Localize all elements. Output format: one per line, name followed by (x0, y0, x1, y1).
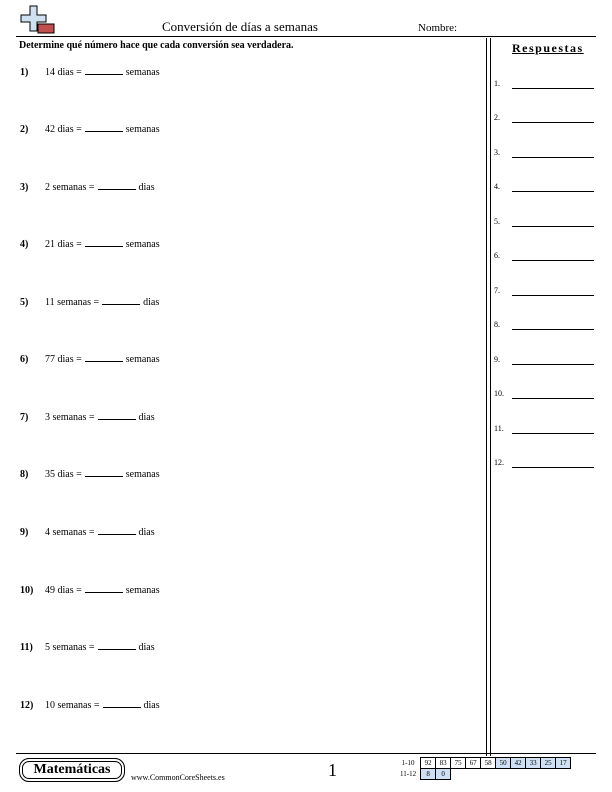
problem-unit: semanas (125, 354, 160, 365)
score-cell: 17 (556, 758, 571, 769)
answer-label-8: 8. (494, 320, 500, 329)
score-row-label: 11-12 (400, 770, 417, 778)
answer-line-11[interactable] (512, 433, 594, 434)
answer-blank[interactable] (85, 65, 123, 75)
problem-3 (20, 180, 155, 193)
problem-left-expression: 10 semanas = (45, 700, 100, 711)
problem-2 (20, 122, 160, 135)
problem-8 (20, 467, 160, 480)
answer-line-5[interactable] (512, 226, 594, 227)
problem-number: 7) (20, 412, 29, 423)
answer-line-2[interactable] (512, 122, 594, 123)
answer-label-6: 6. (494, 251, 500, 260)
answer-blank[interactable] (98, 525, 136, 535)
answer-line-10[interactable] (512, 398, 594, 399)
answer-blank[interactable] (85, 122, 123, 132)
header-rule (16, 36, 596, 37)
answer-label-10: 10. (494, 389, 504, 398)
footer-rule (16, 753, 596, 754)
answer-blank[interactable] (85, 237, 123, 247)
problem-12 (20, 698, 160, 711)
problem-unit: dias (138, 412, 155, 423)
answer-blank[interactable] (102, 295, 140, 305)
problem-number: 5) (20, 297, 29, 308)
problem-left-expression: 77 dias = (45, 354, 82, 365)
answer-line-7[interactable] (512, 295, 594, 296)
score-cell: 92 (421, 758, 436, 769)
problem-unit: dias (138, 182, 155, 193)
problem-unit: semanas (125, 469, 160, 480)
problem-unit: semanas (125, 585, 160, 596)
answer-blank[interactable] (98, 180, 136, 190)
problem-number: 12) (20, 700, 34, 711)
problem-unit: semanas (125, 124, 160, 135)
problem-7 (20, 410, 155, 423)
problem-number: 11) (20, 642, 33, 653)
problem-left-expression: 11 semanas = (45, 297, 100, 308)
problem-10 (20, 583, 160, 596)
answer-blank[interactable] (85, 467, 123, 477)
problem-unit: semanas (125, 67, 160, 78)
page-title: Conversión de días a semanas (162, 19, 318, 34)
problem-left-expression: 4 semanas = (45, 527, 95, 538)
answer-blank[interactable] (98, 410, 136, 420)
problem-9 (20, 525, 155, 538)
problem-left-expression: 14 dias = (45, 67, 82, 78)
problem-number: 4) (20, 239, 29, 250)
score-cell: 58 (481, 758, 496, 769)
column-divider-left (486, 38, 487, 756)
problem-number: 10) (20, 585, 34, 596)
problem-unit: dias (138, 642, 155, 653)
problem-number: 1) (20, 67, 29, 78)
problem-6 (20, 352, 160, 365)
answers-title: Respuestas (512, 41, 584, 55)
answer-label-2: 2. (494, 113, 500, 122)
page-number: 1 (328, 760, 337, 780)
answer-label-12: 12. (494, 458, 504, 467)
answer-label-4: 4. (494, 182, 500, 191)
problem-left-expression: 35 dias = (45, 469, 82, 480)
plus-logo-icon (18, 4, 56, 36)
answer-label-11: 11. (494, 424, 504, 433)
answer-line-1[interactable] (512, 88, 594, 89)
problem-left-expression: 3 semanas = (45, 412, 95, 423)
problem-number: 2) (20, 124, 29, 135)
score-cell: 83 (436, 758, 451, 769)
score-row (398, 769, 571, 780)
problem-unit: dias (143, 700, 160, 711)
problem-left-expression: 2 semanas = (45, 182, 95, 193)
problem-number: 9) (20, 527, 29, 538)
score-cell: 67 (466, 758, 481, 769)
problem-unit: semanas (125, 239, 160, 250)
score-cell: 50 (496, 758, 511, 769)
instructions: Determine qué número hace que cada conversión sea verdadera. (19, 40, 294, 51)
answer-label-9: 9. (494, 355, 500, 364)
answer-line-12[interactable] (512, 467, 594, 468)
column-divider-right (490, 38, 491, 756)
problem-unit: dias (138, 527, 155, 538)
answer-blank[interactable] (85, 352, 123, 362)
answer-line-4[interactable] (512, 191, 594, 192)
problem-number: 8) (20, 469, 29, 480)
problem-number: 6) (20, 354, 29, 365)
problem-left-expression: 21 dias = (45, 239, 82, 250)
problem-left-expression: 49 dias = (45, 585, 82, 596)
problem-11 (20, 640, 155, 653)
score-cell: 33 (526, 758, 541, 769)
answer-line-8[interactable] (512, 329, 594, 330)
problem-unit: dias (143, 297, 160, 308)
score-table (398, 757, 571, 780)
brand-badge: Matemáticas (19, 758, 125, 782)
problem-left-expression: 42 dias = (45, 124, 82, 135)
problem-5 (20, 295, 159, 308)
score-row (398, 758, 571, 769)
answer-line-6[interactable] (512, 260, 594, 261)
site-url: www.CommonCoreSheets.es (131, 773, 225, 782)
score-cell: 25 (541, 758, 556, 769)
problem-4 (20, 237, 160, 250)
problem-left-expression: 5 semanas = (45, 642, 95, 653)
answer-label-3: 3. (494, 148, 500, 157)
answer-line-9[interactable] (512, 364, 594, 365)
answer-label-1: 1. (494, 79, 500, 88)
answer-line-3[interactable] (512, 157, 594, 158)
score-cell: 8 (421, 769, 436, 780)
problem-number: 3) (20, 182, 29, 193)
answer-label-5: 5. (494, 217, 500, 226)
problem-1 (20, 65, 160, 78)
answer-blank[interactable] (103, 698, 141, 708)
score-cell: 42 (511, 758, 526, 769)
answer-label-7: 7. (494, 286, 500, 295)
score-cell: 75 (451, 758, 466, 769)
answer-blank[interactable] (85, 583, 123, 593)
answer-blank[interactable] (98, 640, 136, 650)
name-label: Nombre: (418, 22, 458, 34)
score-cell: 0 (436, 769, 451, 780)
score-row-label: 1-10 (401, 759, 415, 767)
